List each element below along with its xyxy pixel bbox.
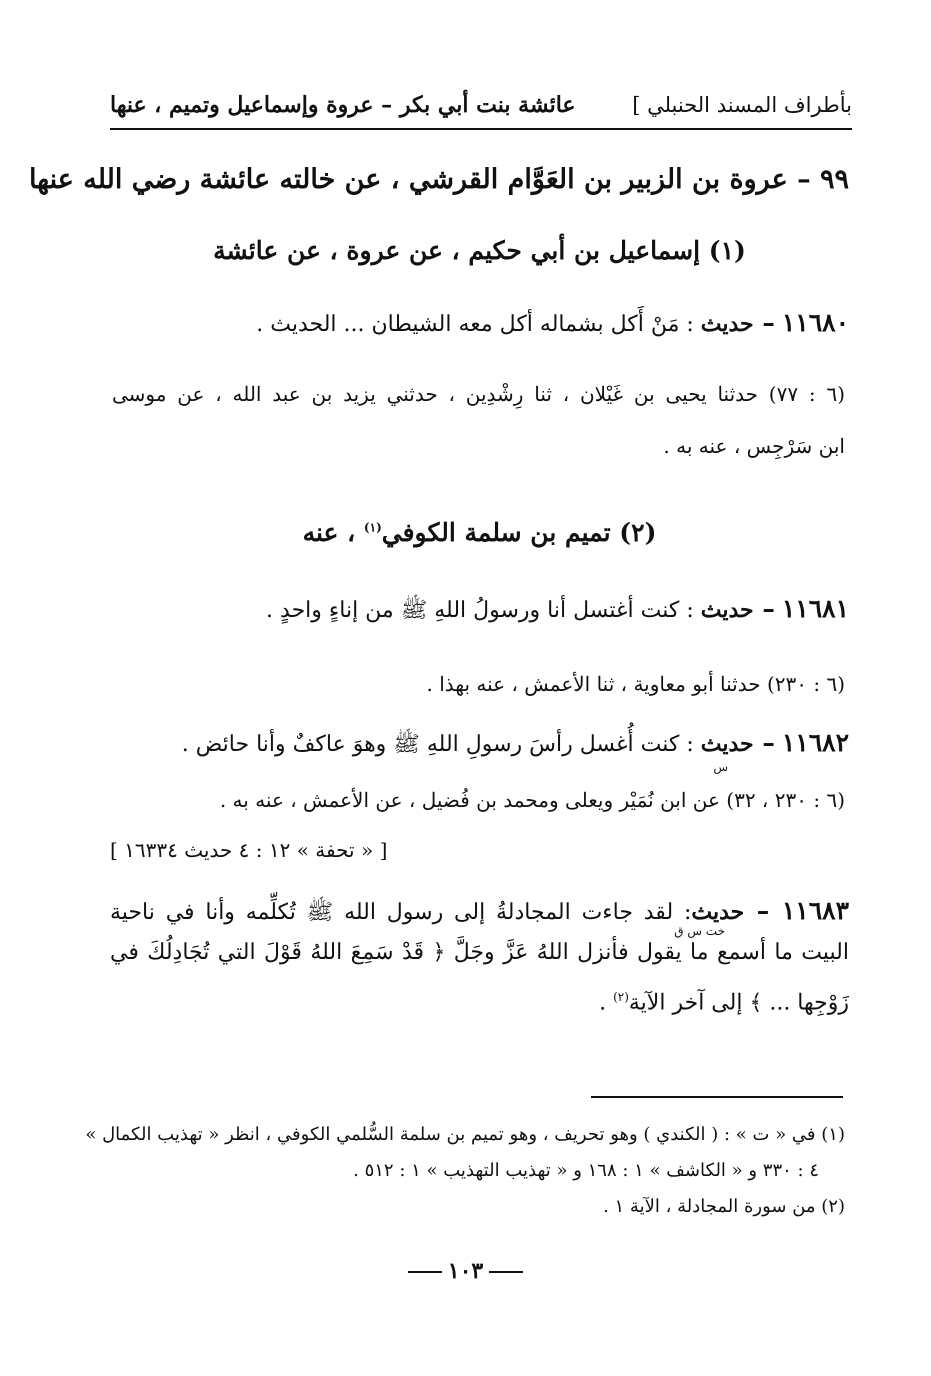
hadith-11680-source-line2: ابن سَرْجِس ، عنه به . (663, 434, 845, 458)
footnote-rule (591, 1096, 843, 1098)
hadith-11681: ١١٦٨١ – حديث : كنت أغتسل أنا ورسولُ اللهِ ﷺ من إناءٍ واحدٍ . (266, 594, 849, 623)
footnote-2: (٢) من سورة المجادلة ، الآية ١ . (603, 1196, 845, 1217)
hadith-11681-source: (٦ : ٢٣٠) حدثنا أبو معاوية ، ثنا الأعمش ، عنه بهذا . (426, 672, 845, 696)
hadith-11682: ١١٦٨٢ – حديث : كنت أُغسل رأسَ رسولِ اللهِ ﷺ وهوَ عاكفٌ وأنا حائض . (181, 728, 849, 757)
section-title-99: ٩٩ – عروة بن الزبير بن العَوَّام القرشي ، عن خالته عائشة رضي الله عنها (28, 164, 849, 195)
hadith-11683-line1: ١١٦٨٣ – حديث: لقد جاءت المجادلةُ إلى رسول الله ﷺ تُكلِّمه وأنا في ناحية (110, 896, 849, 925)
hadith-number: ١١٦٨١ (781, 594, 849, 623)
hadith-label: حديث (700, 311, 754, 337)
footnote-1-line2: ٤ : ٣٣٠ و « الكاشف » ١ : ١٦٨ و « تهذيب التهذيب » ١ : ٥١٢ . (353, 1160, 819, 1181)
running-header (110, 92, 852, 118)
hadith-number: ١١٦٨٣ (781, 896, 849, 925)
hadith-label: حديث (700, 731, 754, 757)
hadith-11682-source: (٦ : ٢٣٠ ، ٣٢) عن ابن نُمَيْر ويعلى ومحمد بن فُضيل ، عن الأعمش ، عنه به . (219, 788, 845, 812)
subsection-title-suffix: ، عنه (302, 518, 364, 547)
hadith-label: حديث (700, 597, 754, 623)
hadith-text: : كنت أُغسل رأسَ رسولِ اللهِ ﷺ وهوَ عاكفٌ وأنا حائض . (181, 732, 694, 757)
hadith-11683-line2: البيت ما أسمع ما يقول فأنزل اللهُ عَزَّ وجَلَّ ﴿ قَدْ سَمِعَ اللهُ قَوْلَ التي تُجَادِلُكَ في (110, 940, 849, 965)
hadith-text: : كنت أغتسل أنا ورسولُ اللهِ ﷺ من إناءٍ واحدٍ . (266, 598, 694, 623)
hadith-11680-source-line1: (٦ : ٧٧) حدثنا يحيى بن غَيْلان ، ثنا رِشْدِين ، حدثني يزيد بن عبد الله ، عن موسى (112, 382, 845, 406)
hadith-text: زَوْجِها ... ﴾ إلى آخر الآية (628, 990, 849, 1016)
page-number: ١٠٣ (0, 1258, 931, 1284)
tuhfa-reference: [ « تحفة » ١٢ : ٤ حديث ١٦٣٣٤ ] (110, 838, 388, 862)
hadith-11683-mark: خت س ق (674, 924, 725, 938)
header-book-title: بأطراف المسند الحنبلي ] (632, 93, 852, 117)
hadith-11682-mark: س (713, 760, 728, 774)
footnote-ref-2: (٢) (613, 990, 629, 1004)
header-section-title: عائشة بنت أبي بكر – عروة وإسماعيل وتميم ، عنها (110, 92, 576, 118)
footnote-1-line1: (١) في « ت » : ( الكندي ) وهو تحريف ، وهو تميم بن سلمة السُّلمي الكوفي ، انظر « تهذيب الكمال » (85, 1124, 845, 1145)
footnote-ref-1: (١) (363, 520, 382, 535)
hadith-11683-line3: زَوْجِها ... ﴾ إلى آخر الآية$^{(٢)}$ . (599, 990, 849, 1016)
hadith-text: : مَنْ أَكل بشماله أكل معه الشيطان ... الحديث . (256, 312, 694, 337)
hadith-number: ١١٦٨٢ (781, 728, 849, 757)
hadith-text: : لقد جاءت المجادلةُ إلى رسول الله ﷺ تُكلِّمه وأنا في ناحية (110, 900, 692, 925)
header-rule (110, 128, 852, 130)
hadith-label: حديث (691, 899, 745, 925)
hadith-11680: ١١٦٨٠ – حديث : مَنْ أَكل بشماله أكل معه الشيطان ... الحديث . (256, 308, 849, 337)
hadith-number: ١١٦٨٠ (781, 308, 849, 337)
subsection-title-1: (١) إسماعيل بن أبي حكيم ، عن عروة ، عن عائشة (213, 236, 746, 265)
subsection-title-2 (110, 518, 849, 547)
subsection-title-text: (٢) تميم بن سلمة الكوفي (381, 518, 657, 547)
